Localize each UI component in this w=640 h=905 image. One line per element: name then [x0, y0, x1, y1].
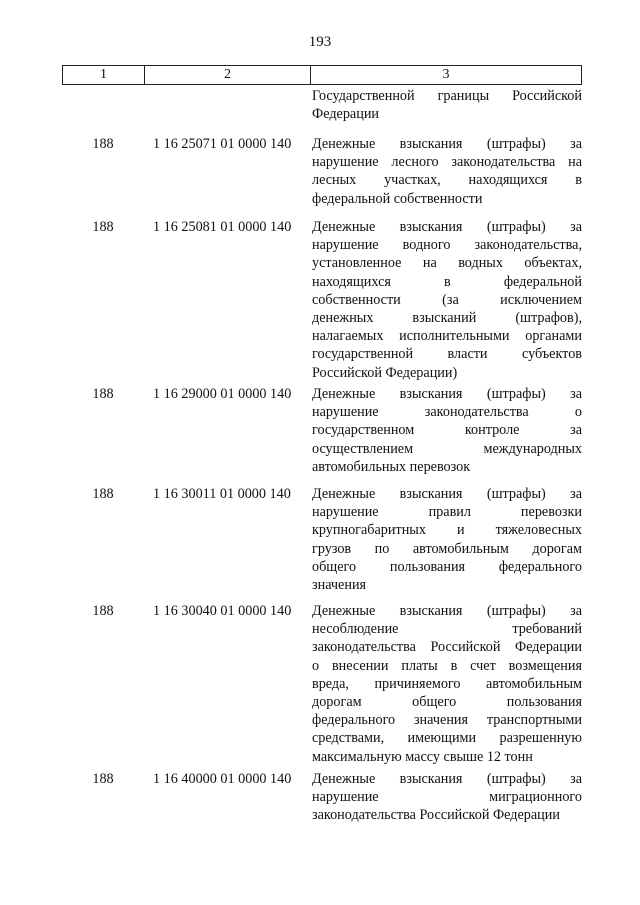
description-line: налагаемых исполнительными органами [312, 328, 582, 345]
description-line: грузов по автомобильным дорогам [312, 540, 582, 557]
kbk-code: 1 16 29000 01 0000 140 [153, 386, 292, 402]
header-col-2: 2 [145, 66, 311, 84]
description-line: о внесении платы в счет возмещения [312, 657, 582, 674]
description-line: дорогам общего пользования [312, 693, 582, 710]
table-header [62, 65, 582, 85]
description-line: нарушение водного законодательства, [312, 237, 582, 254]
description-line: государственной власти субъектов [312, 346, 582, 363]
description-line: федерального значения транспортными [312, 712, 582, 729]
kbk-code: 1 16 25081 01 0000 140 [153, 219, 292, 235]
admin-code: 188 [92, 771, 114, 787]
row-description [312, 602, 582, 766]
continuation-description [312, 87, 582, 123]
kbk-code: 1 16 40000 01 0000 140 [153, 771, 292, 787]
header-col-3: 3 [442, 67, 450, 82]
admin-code: 188 [92, 486, 114, 502]
description-line: Государственной границы Российской [312, 88, 582, 104]
description-line: нарушение правил перевозки [312, 504, 582, 521]
kbk-code: 1 16 25071 01 0000 140 [153, 136, 292, 152]
admin-code: 188 [92, 219, 114, 235]
page-number: 193 [308, 34, 332, 50]
description-line: осуществлением международных [312, 440, 582, 457]
description-line: лесных участках, находящихся в [312, 172, 582, 189]
description-line: максимальную массу свыше 12 тонн [312, 748, 533, 765]
description-line: нарушение лесного законодательства на [312, 154, 582, 171]
header-col-1: 1 [63, 66, 145, 84]
description-line: Денежные взыскания (штрафы) за [312, 219, 582, 235]
description-line: значения [312, 576, 367, 593]
admin-code: 188 [92, 136, 114, 152]
description-line: Российской Федерации) [312, 364, 458, 381]
description-line: средствами, имеющими разрешенную [312, 730, 582, 747]
row-description [312, 485, 582, 594]
kbk-code: 1 16 30011 01 0000 140 [153, 486, 291, 502]
description-line: нарушение законодательства о [312, 404, 582, 421]
description-line: Денежные взыскания (штрафы) за [312, 771, 582, 787]
description-line: государственном контроле за [312, 422, 582, 439]
description-line: Денежные взыскания (штрафы) за [312, 486, 582, 502]
description-line: собственности (за исключением [312, 291, 582, 308]
description-line: Денежные взыскания (штрафы) за [312, 136, 582, 152]
admin-code: 188 [92, 603, 114, 619]
description-line: федеральной собственности [312, 190, 483, 207]
description-line: крупногабаритных и тяжеловесных [312, 522, 582, 539]
row-description [312, 385, 582, 476]
admin-code: 188 [92, 386, 114, 402]
description-line: несоблюдение требований [312, 621, 582, 638]
description-line: денежных взысканий (штрафов), [312, 309, 582, 326]
description-line: Денежные взыскания (штрафы) за [312, 386, 582, 402]
description-line: законодательства Российской Федерации [312, 639, 582, 656]
row-description [312, 218, 582, 382]
description-line: автомобильных перевозок [312, 458, 471, 475]
row-description [312, 135, 582, 208]
description-line: вреда, причиняемого автомобильным [312, 675, 582, 692]
description-line: установленное на водных объектах, [312, 255, 582, 272]
description-line: общего пользования федерального [312, 558, 582, 575]
description-line: законодательства Российской Федерации [312, 807, 560, 824]
row-description [312, 770, 582, 825]
kbk-code: 1 16 30040 01 0000 140 [153, 603, 292, 619]
description-line: Федерации [312, 106, 380, 123]
description-line: нарушение миграционного [312, 789, 582, 806]
description-line: Денежные взыскания (штрафы) за [312, 603, 582, 619]
description-line: находящихся в федеральной [312, 273, 582, 290]
